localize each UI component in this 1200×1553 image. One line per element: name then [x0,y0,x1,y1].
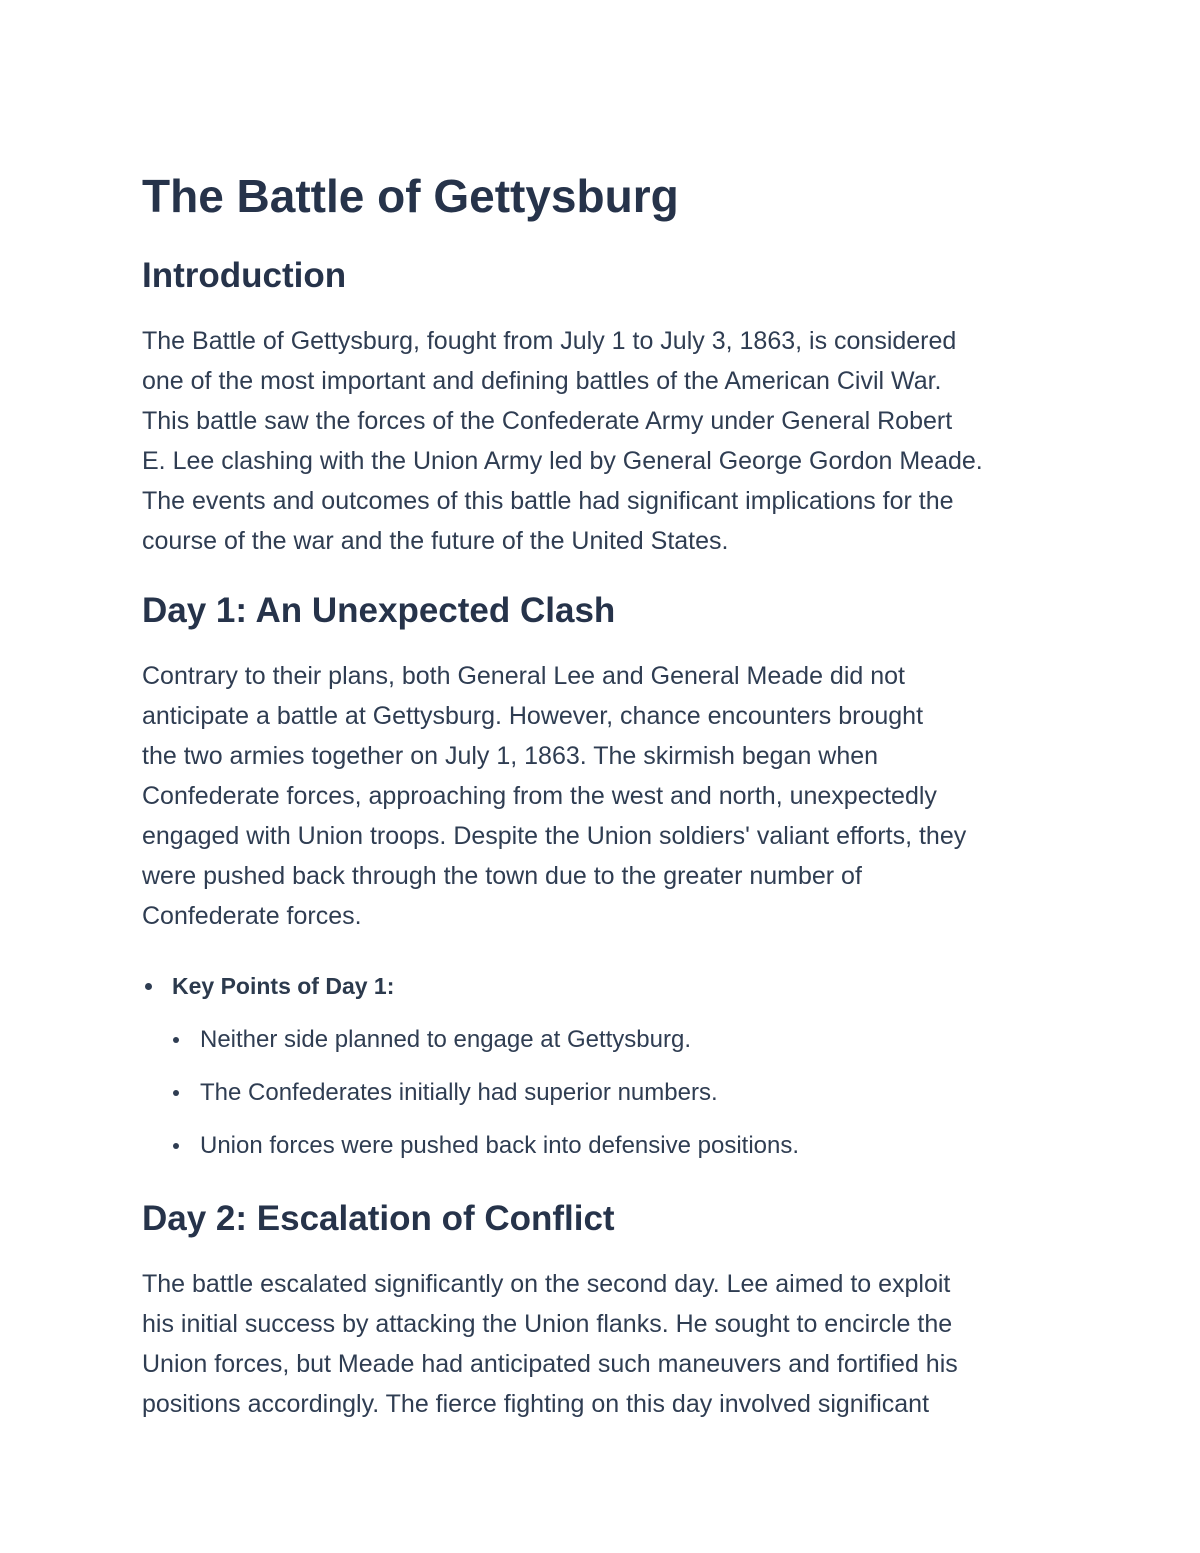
section-heading-day-2: Day 2: Escalation of Conflict [142,1199,615,1238]
paragraph-line: the two armies together on July 1, 1863. The skirmish began when [142,742,879,770]
paragraph-line: his initial success by attacking the Union flanks. He sought to encircle the [142,1310,953,1338]
paragraph-line: anticipate a battle at Gettysburg. However, chance encounters brought [142,702,924,730]
paragraph-line: The events and outcomes of this battle had significant implications for the [142,487,954,515]
paragraph-line: Confederate forces, approaching from the west and north, unexpectedly [142,782,937,810]
paragraph-line: This battle saw the forces of the Confederate Army under General Robert [142,407,953,435]
key-point-item: Neither side planned to engage at Gettysburg. [142,1022,1062,1058]
section-paragraph-day-1 [142,656,1062,936]
section-heading-introduction: Introduction [142,256,347,295]
section-paragraph-day-2 [142,1264,1062,1424]
key-point-item: Union forces were pushed back into defensive positions. [142,1128,1062,1164]
paragraph-line: engaged with Union troops. Despite the Union soldiers' valiant efforts, they [142,822,967,850]
paragraph-line: were pushed back through the town due to the greater number of [142,862,862,890]
section-paragraph-introduction [142,321,1062,561]
paragraph-line: The Battle of Gettysburg, fought from July 1 to July 3, 1863, is considered [142,327,957,355]
paragraph-line: The battle escalated significantly on the second day. Lee aimed to exploit [142,1270,951,1298]
section-heading-day-1: Day 1: An Unexpected Clash [142,591,616,630]
paragraph-line: positions accordingly. The fierce fighting on this day involved significant [142,1390,930,1418]
key-points-list [142,968,1062,1164]
paragraph-line: Contrary to their plans, both General Lee and General Meade did not [142,662,905,690]
paragraph-line: course of the war and the future of the United States. [142,527,729,555]
paragraph-line: Union forces, but Meade had anticipated such maneuvers and fortified his [142,1350,958,1378]
paragraph-line: E. Lee clashing with the Union Army led by General George Gordon Meade. [142,447,983,475]
document-title: The Battle of Gettysburg [142,170,679,222]
paragraph-line: one of the most important and defining battles of the American Civil War. [142,367,942,395]
paragraph-line: Confederate forces. [142,902,362,930]
key-points-label: Key Points of Day 1: [142,968,1062,1004]
key-point-item: The Confederates initially had superior numbers. [142,1075,1062,1111]
document-page [142,166,1062,1424]
